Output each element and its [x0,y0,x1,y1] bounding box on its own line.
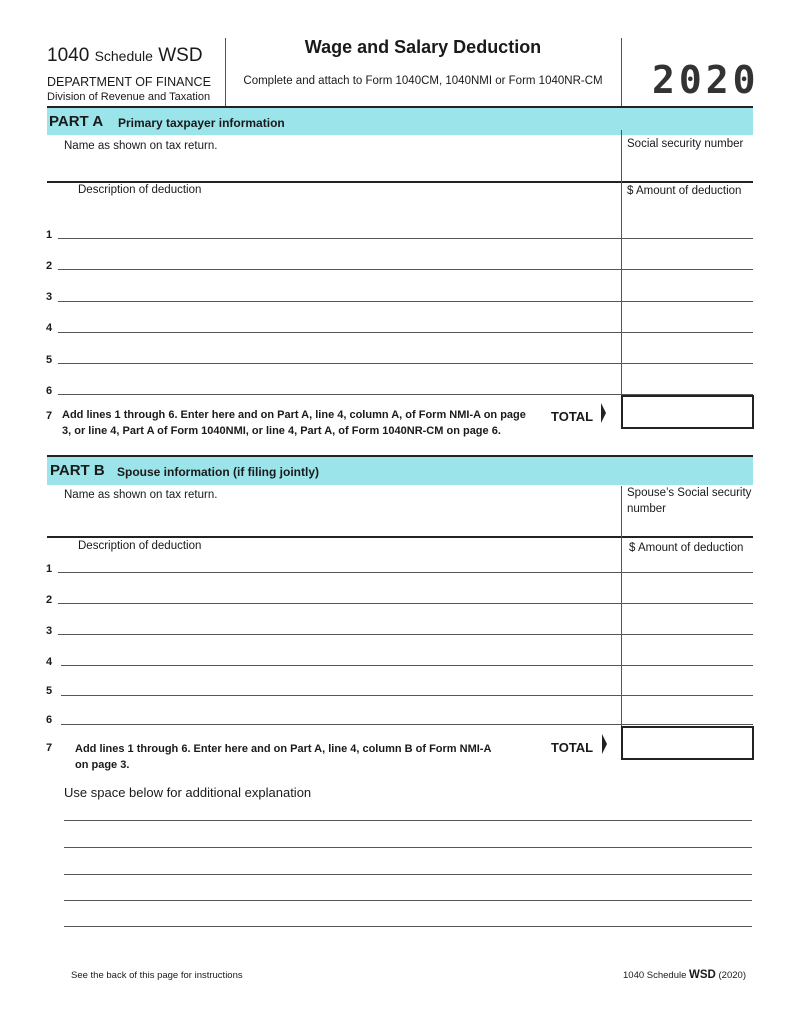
part-b-amount-5-input[interactable] [622,695,753,696]
part-a-column-divider [621,130,622,428]
part-a-line-5-input[interactable] [58,363,621,364]
footer-form-id [623,969,746,981]
footer-form-year: (2020) [718,970,746,981]
part-a-total-input[interactable] [621,395,754,429]
tax-year: 2020 [652,58,760,102]
part-a-line-4-input[interactable] [58,332,621,333]
part-a-line-number: 5 [46,354,53,366]
part-a-line-number: 2 [46,260,53,272]
form-number [47,45,203,67]
department-name: DEPARTMENT OF FINANCE [47,75,211,89]
part-a-line-number: 4 [46,322,53,334]
part-b-desc-label: Description of deduction [78,540,202,552]
part-a-line-1-input[interactable] [58,238,621,239]
part-a-amount-4-input[interactable] [622,332,753,333]
footer-instructions-note: See the back of this page for instructions [71,970,243,981]
part-b-header-band [47,457,753,485]
part-b-name-label: Name as shown on tax return. [64,489,218,501]
part-b-name-field[interactable] [47,506,621,535]
part-b-amount-3-input[interactable] [622,634,753,635]
part-b-line-number: 3 [46,625,53,637]
header-divider-right [621,38,622,106]
part-a-name-rule [47,181,753,183]
part-b-ssn-field[interactable] [623,518,753,536]
part-a-line-6-input[interactable] [58,394,621,395]
part-b-line7-text-2: on page 3. [75,759,130,771]
part-a-line-3-input[interactable] [58,301,621,302]
explanation-line[interactable] [64,874,752,875]
part-a-ssn-label: Social security number [627,138,744,150]
part-a-desc-label: Description of deduction [78,184,202,196]
part-a-line7-number: 7 [46,410,53,422]
part-a-ssn-field[interactable] [623,155,753,180]
explanation-label: Use space below for additional explanation [64,785,312,800]
part-a-name-label: Name as shown on tax return. [64,140,218,152]
part-a-amount-5-input[interactable] [622,363,753,364]
part-a-subtitle: Primary taxpayer information [118,116,285,130]
explanation-line[interactable] [64,847,752,848]
explanation-line[interactable] [64,820,752,821]
part-a-amount-label: $ Amount of deduction [627,185,742,197]
part-b-ssn-label-2: number [627,503,666,515]
part-b-total-input[interactable] [621,726,754,760]
part-b-line7-number: 7 [46,742,53,754]
part-a-amount-1-input[interactable] [622,238,753,239]
part-a-total-label: TOTAL [551,409,594,424]
part-b-line-number: 5 [46,685,53,697]
part-b-total-label: TOTAL [551,740,594,755]
part-a-line-2-input[interactable] [58,269,621,270]
part-b-label: PART B [50,462,105,479]
attach-instruction: Complete and attach to Form 1040CM, 1040NMI or Form 1040NR-CM [243,75,603,87]
part-b-line7-text-1: Add lines 1 through 6. Enter here and on Part A, line 4, column B of Form NMI-A [75,743,492,755]
division-name: Division of Revenue and Taxation [47,91,211,103]
part-b-amount-label: $ Amount of deduction [629,542,744,554]
part-a-line-number: 3 [46,291,53,303]
part-b-line-number: 6 [46,714,53,726]
part-a-line-number: 6 [46,385,53,397]
part-a-amount-2-input[interactable] [622,269,753,270]
part-a-label: PART A [49,113,104,130]
explanation-line[interactable] [64,926,752,927]
part-b-line-4-input[interactable] [61,665,621,666]
footer-form-code: WSD [689,969,716,981]
explanation-line[interactable] [64,900,752,901]
form-number-value: 1040 [47,45,90,66]
part-b-name-rule [47,536,753,538]
part-b-line-3-input[interactable] [58,634,621,635]
part-a-header-band [47,108,753,135]
part-b-ssn-label-1: Spouse’s Social security [627,487,752,499]
schedule-word: Schedule [94,48,153,64]
part-b-amount-6-input[interactable] [622,724,753,725]
part-b-line-6-input[interactable] [61,724,621,725]
part-a-amount-3-input[interactable] [622,301,753,302]
part-b-line-number: 2 [46,594,53,606]
part-b-column-divider [621,486,622,759]
part-b-amount-1-input[interactable] [622,572,753,573]
part-b-line-5-input[interactable] [61,695,621,696]
part-a-line7-text-2: 3, or line 4, Part A of Form 1040NMI, or line 4, Part A, of Form 1040NR-CM on page 6. [62,425,501,437]
part-a-total-arrow-icon [601,403,606,423]
part-b-total-arrow-icon [602,734,607,754]
part-b-line-number: 4 [46,656,53,668]
part-b-subtitle: Spouse information (if filing jointly) [117,465,319,479]
part-a-line7-text-1: Add lines 1 through 6. Enter here and on Part A, line 4, column A, of Form NMI-A on page [62,409,526,421]
part-b-amount-4-input[interactable] [622,665,753,666]
part-b-line-1-input[interactable] [58,572,621,573]
form-title: Wage and Salary Deduction [304,37,542,57]
part-b-line-number: 1 [46,563,53,575]
part-b-line-2-input[interactable] [58,603,621,604]
part-a-line-number: 1 [46,229,53,241]
schedule-code: WSD [158,45,203,66]
part-a-name-field[interactable] [47,155,621,180]
part-b-amount-2-input[interactable] [622,603,753,604]
footer-form-prefix: 1040 Schedule [623,970,687,981]
